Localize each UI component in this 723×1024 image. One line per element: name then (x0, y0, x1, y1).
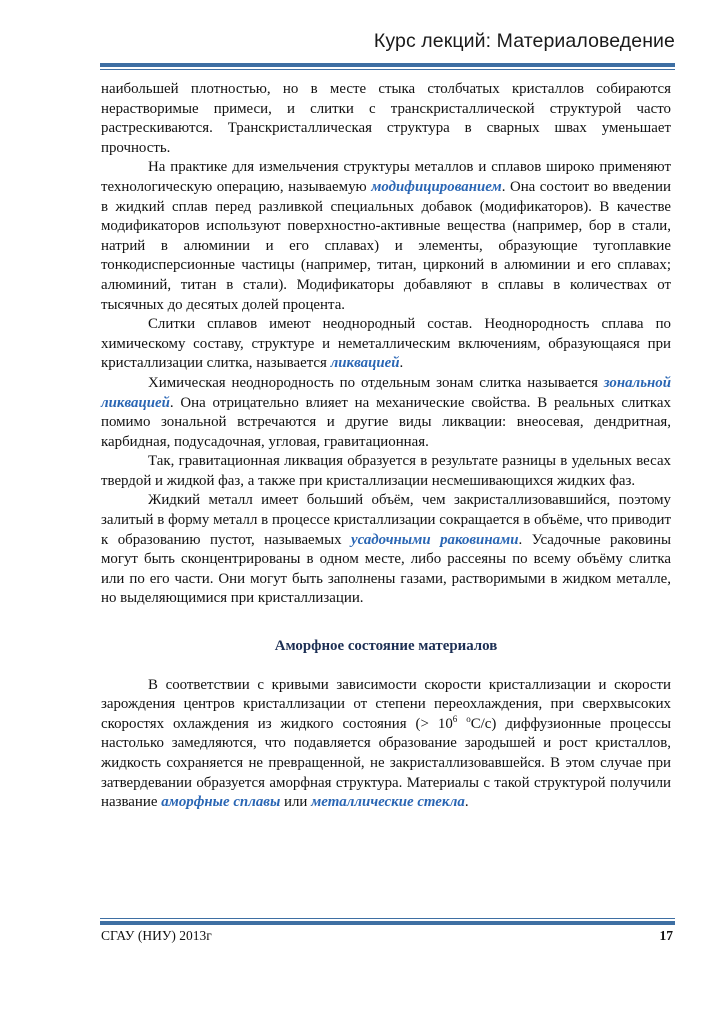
paragraph-7-text-b: диффузионные процессы настолько замедляются, что подавляется образование зародышей и рост кристаллов, жидкость сохраняется не превращенной, не закристаллизовавшейся. В этом случае при затвердевании образуется аморфная структура. Материалы с такой структурой получили название (101, 715, 672, 811)
paragraph-6-text-a: Жидкий металл имеет больший объём, чем закристаллизовавшийся, поэтому залитый в форму металл в процессе кристаллизации сокращается в объёме, что приводит к образованию пустот, называемых (101, 492, 671, 548)
paragraph-7-text-end: . (464, 794, 469, 811)
paragraph-6-text-b: . Усадочные раковины могут быть сконцентрированы в одном месте, либо рассеяны по всему объёму слитка или по его части. Они могут быть заполнены газами, растворимыми в жидком металле, но выделяющимися при кристаллизации. (101, 531, 671, 607)
term-liquation: ликвацией (330, 355, 400, 372)
paragraph-1-text: наибольшей плотностью, но в месте стыка столбчатых кристаллов собираются нерастворимые примеси, и слитки с транскристаллической структурой часто растрескиваются. Транскристаллическая структура в сварных швах уменьшает прочность. (101, 81, 671, 156)
header-rule-thin (100, 69, 675, 70)
footer-rule-thin (100, 918, 675, 919)
paragraph-7-text-mid: или (280, 794, 312, 811)
paragraph-3-text-b: . (399, 355, 404, 372)
paragraph-7-text-a: В соответствии с кривыми зависимости скорости кристаллизации и скорости зарождения центров кристаллизации от степени переохлаждения, при сверхвысоких скоростях охлаждения из жидкого состояния (> 10 (101, 676, 671, 732)
paragraph-4 (101, 374, 671, 452)
page-body (101, 80, 671, 813)
paragraph-7 (101, 676, 671, 813)
exponent: 6 (452, 713, 458, 724)
unit-text: С/с) (470, 715, 497, 732)
paragraph-6 (101, 491, 671, 609)
paragraph-3-text-a: Слитки сплавов имеют неоднородный состав. Неоднородность сплава по химическому составу, структуре и неметаллическим включениям, образующаяся при кристаллизации слитка, называется (101, 316, 671, 372)
paragraph-2 (101, 158, 671, 315)
term-modification: модифицированием (371, 178, 502, 195)
term-zonal-liquation: зональной ликвацией (101, 374, 671, 411)
term-metallic-glasses: металлические стекла (311, 794, 465, 811)
degree-sign: о (466, 713, 471, 724)
paragraph-2-text-a: На практике для измельчения структуры металлов и сплавов широко применяют технологическую операцию, называемую (101, 159, 671, 195)
term-amorphous-alloys: аморфные сплавы (161, 794, 281, 811)
paragraph-2-text-b: . Она состоит во введении в жидкий сплав перед разливкой специальных добавок (модификаторов). В качестве модификаторов используют поверхностно-активные вещества (например, бор в стали, натрий в алюминии и его сплавах) и элементы, образующие тугоплавкие тонкодисперсионные частицы (например, титан, цирконий в алюминии и его сплавах; алюминий, титан в стали). Модификаторы добавляют в сплавы в количествах от тысячных до десятых долей процента. (101, 178, 671, 313)
footer-rule (100, 921, 675, 925)
term-shrinkage-cavities: усадочными раковинами (351, 531, 519, 548)
paragraph-3 (101, 315, 671, 374)
paragraph-5-text: Так, гравитационная ликвация образуется в результате разницы в удельных весах твердой и жидкой фаз, а также при кристаллизации несмешивающихся жидких фаз. (101, 453, 671, 489)
page-number: 17 (659, 928, 673, 943)
header-rule (100, 63, 675, 67)
paragraph-5 (101, 452, 671, 491)
footer-institution: СГАУ (НИУ) 2013г (101, 928, 212, 943)
page-header-title: Курс лекций: Материаловедение (373, 30, 675, 52)
paragraph-1 (101, 80, 671, 158)
paragraph-4-text-b: . Она отрицательно влияет на механические свойства. В реальных слитках помимо зональной встречаются и другие виды ликвации: внеосевая, дендритная, карбидная, подусадочная, угловая, гравитационная. (101, 394, 671, 450)
section-heading: Аморфное состояние материалов (274, 638, 498, 655)
paragraph-4-text-a: Химическая неоднородность по отдельным зонам слитка называется (148, 374, 604, 391)
